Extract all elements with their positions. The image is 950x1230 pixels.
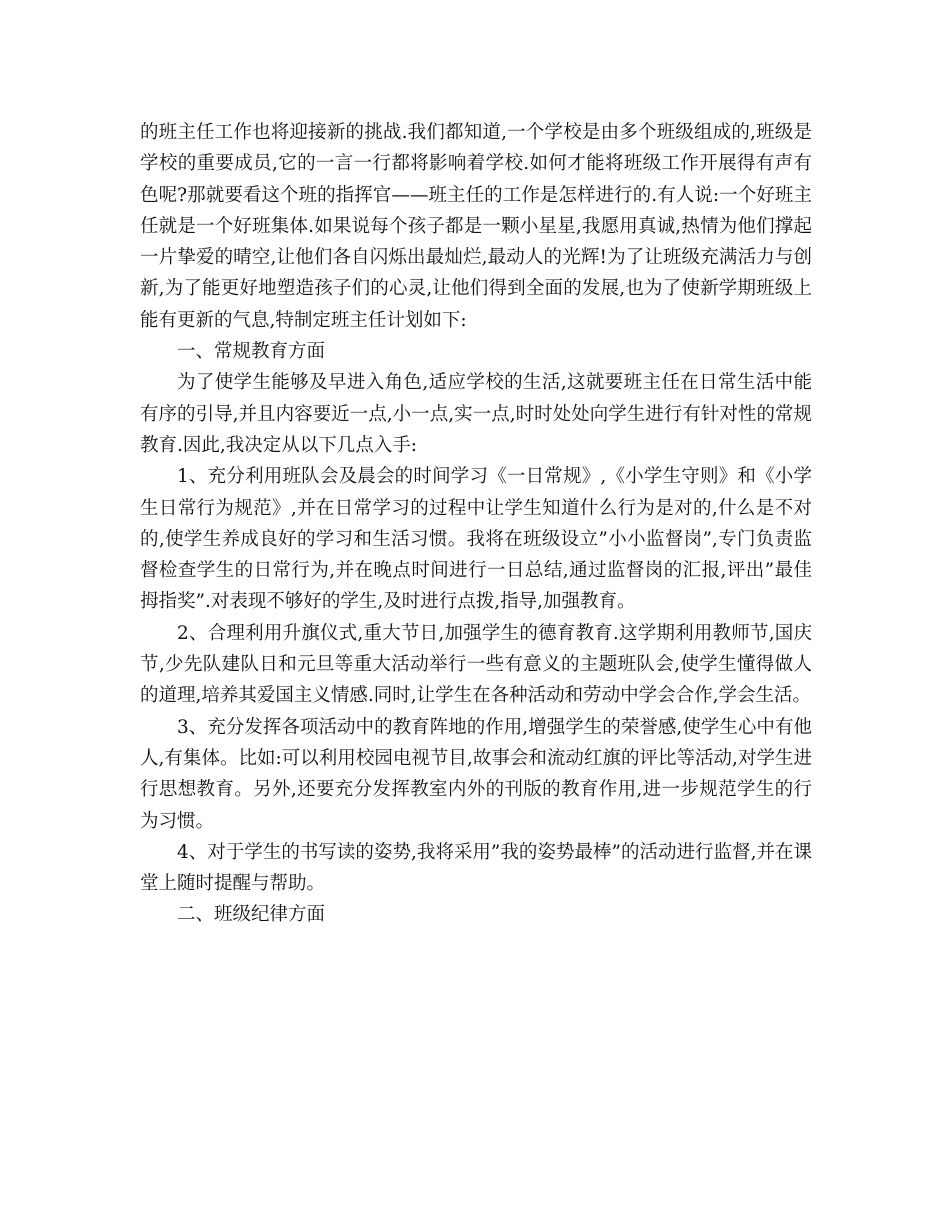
routine-education-paragraph: 为了使学生能够及早进入角色,适应学校的生活,这就要班主任在日常生活中能有序的引导,并且内容要近一点,小一点,实一点,时时处处向学生进行有针对性的常规教育.因此,我决定从以下几点入手:	[140, 372, 812, 456]
section-heading-class-discipline: 二、班级纪律方面	[177, 904, 326, 926]
intro-paragraph: 的班主任工作也将迎接新的挑战.我们都知道,一个学校是由多个班级组成的,班级是学校的重要成员,它的一言一行都将影响着学校.如何才能将班级工作开展得有声有色呢?那就要看这个班的指挥官——班主任的工作是怎样进行的.有人说:一个好班主任就是一个好班集体.如果说每个孩子都是一颗小星星,我愿用真诚,热情为他们撑起一片挚爱的晴空,让他们各自闪烁出最灿烂,最动人的光辉!为了让班级充满活力与创新,为了能更好地塑造孩子们的心灵,让他们得到全面的发展,也为了使新学期班级上能有更新的气息,特制定班主任计划如下:	[140, 122, 812, 331]
list-item-4-paragraph: 4、对于学生的书写读的姿势,我将采用”我的姿势最棒”的活动进行监督,并在课堂上随时提醒与帮助。	[140, 841, 812, 895]
list-item-3-paragraph: 3、充分发挥各项活动中的教育阵地的作用,增强学生的荣誉感,使学生心中有他人,有集体。比如:可以利用校园电视节目,故事会和流动红旗的评比等活动,对学生进行思想教育。另外,还要充分发挥教室内外的刊版的教育作用,进一步规范学生的行为习惯。	[140, 716, 812, 832]
document-page	[140, 117, 812, 931]
list-item-2-paragraph: 2、合理利用升旗仪式,重大节日,加强学生的德育教育.这学期利用教师节,国庆节,少先队建队日和元旦等重大活动举行一些有意义的主题班队会,使学生懂得做人的道理,培养其爱国主义情感.同时,让学生在各种活动和劳动中学会合作,学会生活。	[140, 622, 812, 707]
list-item-1-paragraph: 1、充分利用班队会及晨会的时间学习《一日常规》,《小学生守则》和《小学生日常行为规范》,并在日常学习的过程中让学生知道什么行为是对的,什么是不对的,使学生养成良好的学习和生活习惯。我将在班级设立”小小监督岗”,专门负责监督检查学生的日常行为,并在晚点时间进行一日总结,通过监督岗的汇报,评出”最佳拇指奖”.对表现不够好的学生,及时进行点拨,指导,加强教育。	[140, 466, 812, 613]
section-heading-routine-education: 一、常规教育方面	[177, 341, 326, 363]
